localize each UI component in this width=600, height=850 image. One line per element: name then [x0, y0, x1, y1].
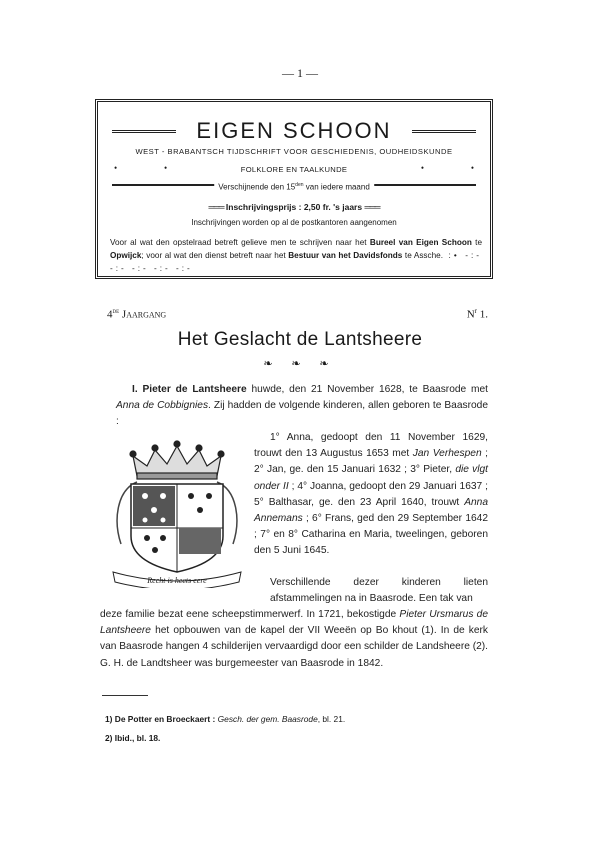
title-ornament: ❧ ❧ ❧	[263, 358, 337, 370]
journal-subtitle: WEST - BRABANTSCH TIJDSCHRIFT VOOR GESCHIEDENIS, OUDHEIDSKUNDE	[135, 147, 453, 156]
paragraph-2: 1° Anna, gedoopt den 11 November 1629, trouwt den 13 Augustus 1653 met Jan Verhespen ; 2° Jan, ge. den 15 Januari 1632 ; 3° Pieter, die vlgt onder II ; 4° Joanna, gedoopt den 29 Januari 1637 ; 5° Balthasar, ge. den 23 April 1640, trouwt Anna Annemans ; 6° Frans, ged den 29 September 1642 ; 7° en 8° Catharina en Maria, tweelingen, geboren den 5 Juni 1645.	[254, 432, 488, 557]
masthead-notice: Voor al wat den opstelraad betreft gelieve men te schrijven naar het Bureel van Eigen Schoon te Opwijck; voor al wat den dienst betreft naar het Bestuur van het Davidsfonds te Assche. :• -:- -:- -:- -:- -:-	[110, 238, 482, 273]
shield-icon	[131, 484, 223, 572]
masthead-box	[95, 99, 493, 279]
journal-subtitle-2: FOLKLORE EN TAALKUNDE	[240, 165, 348, 174]
ornament-dots: • • • •	[114, 163, 474, 173]
article-title: Het Geslacht de Lantsheere	[177, 329, 423, 350]
coat-of-arms-image	[107, 440, 247, 588]
volume-label: 4de Jaargang	[107, 307, 167, 321]
subscription-offices: Inschrijvingen worden op al de postkantoren aangenomen	[191, 218, 397, 227]
paragraph-4: deze familie bezat eene scheepstimmerwerf. In 1721, bekostigde Pieter Ursmarus de Lantsheere het opbouwen van de kapel der VII Weeën op Bo khout (1). In de kerk van Baasrode hangen 4 schilderijen vervaardigd door een schilder de Landsheere (2). G. H. de Landtsheer was burgemeester van Baasrode in 1842.	[100, 609, 488, 669]
paragraph-3: Verschillende dezer kinderen lieten afstammelingen na in Baasrode. Een tak van	[270, 577, 488, 605]
paragraph-1: I. Pieter de Lantsheere huwde, den 21 November 1628, te Baasrode met Anna de Cobbignies. Zij hadden de volgende kinderen, allen geboren te Baasrode :	[116, 384, 488, 428]
footnote-rule	[102, 695, 148, 696]
footnote-1: 1) De Potter en Broeckaert : Gesch. der gem. Baasrode, bl. 21.	[105, 714, 346, 724]
publication-frequency: Verschijnende den $15^{den}$ van iedere maand	[214, 182, 374, 192]
footnote-2: 2) Ibid., bl. 18.	[105, 733, 161, 743]
page-number: — 1 —	[282, 66, 318, 80]
crown-icon	[130, 441, 224, 479]
journal-title: EIGEN SCHOON	[98, 118, 490, 144]
subscription-price: ═══ Inschrijvingsprijs : 2,50 fr. 's jaars ═══	[98, 202, 490, 212]
motto-text: Recht is heets eere	[147, 576, 207, 585]
issue-number: $N^r$ 1.	[466, 307, 488, 321]
